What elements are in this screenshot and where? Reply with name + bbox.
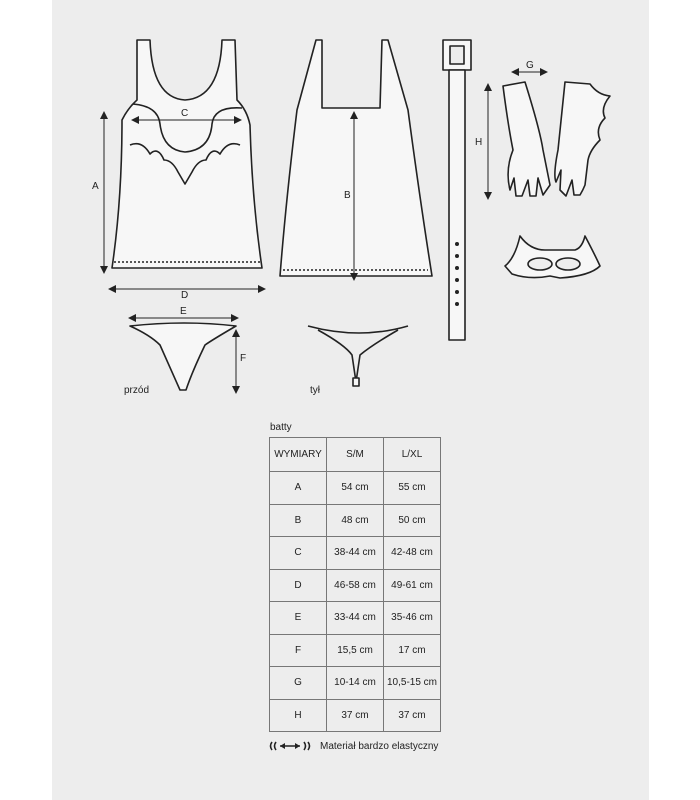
label-a: A [92, 181, 99, 192]
mask-outline [505, 236, 600, 278]
label-d: D [181, 290, 189, 301]
table-cell: 37 cm [327, 699, 384, 732]
table-header-cell: WYMIARY [270, 438, 327, 472]
table-cell: 50 cm [384, 504, 441, 537]
table-row [270, 569, 441, 602]
table-cell: D [270, 569, 327, 602]
table-row [270, 667, 441, 700]
back-thong [308, 326, 408, 382]
table-header-cell: L/XL [384, 438, 441, 472]
front-thong [130, 323, 236, 390]
table-cell: 33-44 cm [327, 602, 384, 635]
right-glove [555, 82, 610, 196]
table-cell: H [270, 699, 327, 732]
caption-front: przód [124, 385, 150, 396]
table-header-row [270, 438, 441, 472]
size-table [269, 437, 441, 732]
table-cell: 49-61 cm [384, 569, 441, 602]
belt-strap [449, 70, 465, 340]
table-cell: B [270, 504, 327, 537]
product-name: batty [270, 422, 292, 433]
table-row [270, 602, 441, 635]
label-c: C [181, 108, 189, 119]
elastic-arrow-icon [268, 740, 312, 752]
table-cell: G [270, 667, 327, 700]
label-b: B [344, 190, 351, 201]
table-cell: E [270, 602, 327, 635]
elasticity-legend [268, 740, 438, 752]
table-row [270, 504, 441, 537]
label-h: H [475, 137, 483, 148]
table-cell: 35-46 cm [384, 602, 441, 635]
front-chemise-outline [112, 40, 262, 268]
table-cell: 38-44 cm [327, 537, 384, 570]
table-cell: 10,5-15 cm [384, 667, 441, 700]
table-cell: 42-48 cm [384, 537, 441, 570]
table-cell: 15,5 cm [327, 634, 384, 667]
table-cell: 48 cm [327, 504, 384, 537]
table-cell: A [270, 472, 327, 505]
back-chemise-outline [280, 40, 432, 276]
left-glove [503, 82, 550, 196]
table-cell: 46-58 cm [327, 569, 384, 602]
table-cell: 54 cm [327, 472, 384, 505]
table-row [270, 699, 441, 732]
table-row [270, 472, 441, 505]
legend-text: Materiał bardzo elastyczny [320, 740, 439, 752]
table-cell: 10-14 cm [327, 667, 384, 700]
label-g: G [526, 60, 534, 71]
table-cell: C [270, 537, 327, 570]
table-header-cell: S/M [327, 438, 384, 472]
table-row [270, 634, 441, 667]
table-row [270, 537, 441, 570]
table-cell: 37 cm [384, 699, 441, 732]
table-cell: 55 cm [384, 472, 441, 505]
label-f: F [240, 353, 247, 364]
table-cell: 17 cm [384, 634, 441, 667]
caption-back: tył [310, 385, 320, 396]
label-e: E [180, 306, 187, 317]
table-cell: F [270, 634, 327, 667]
